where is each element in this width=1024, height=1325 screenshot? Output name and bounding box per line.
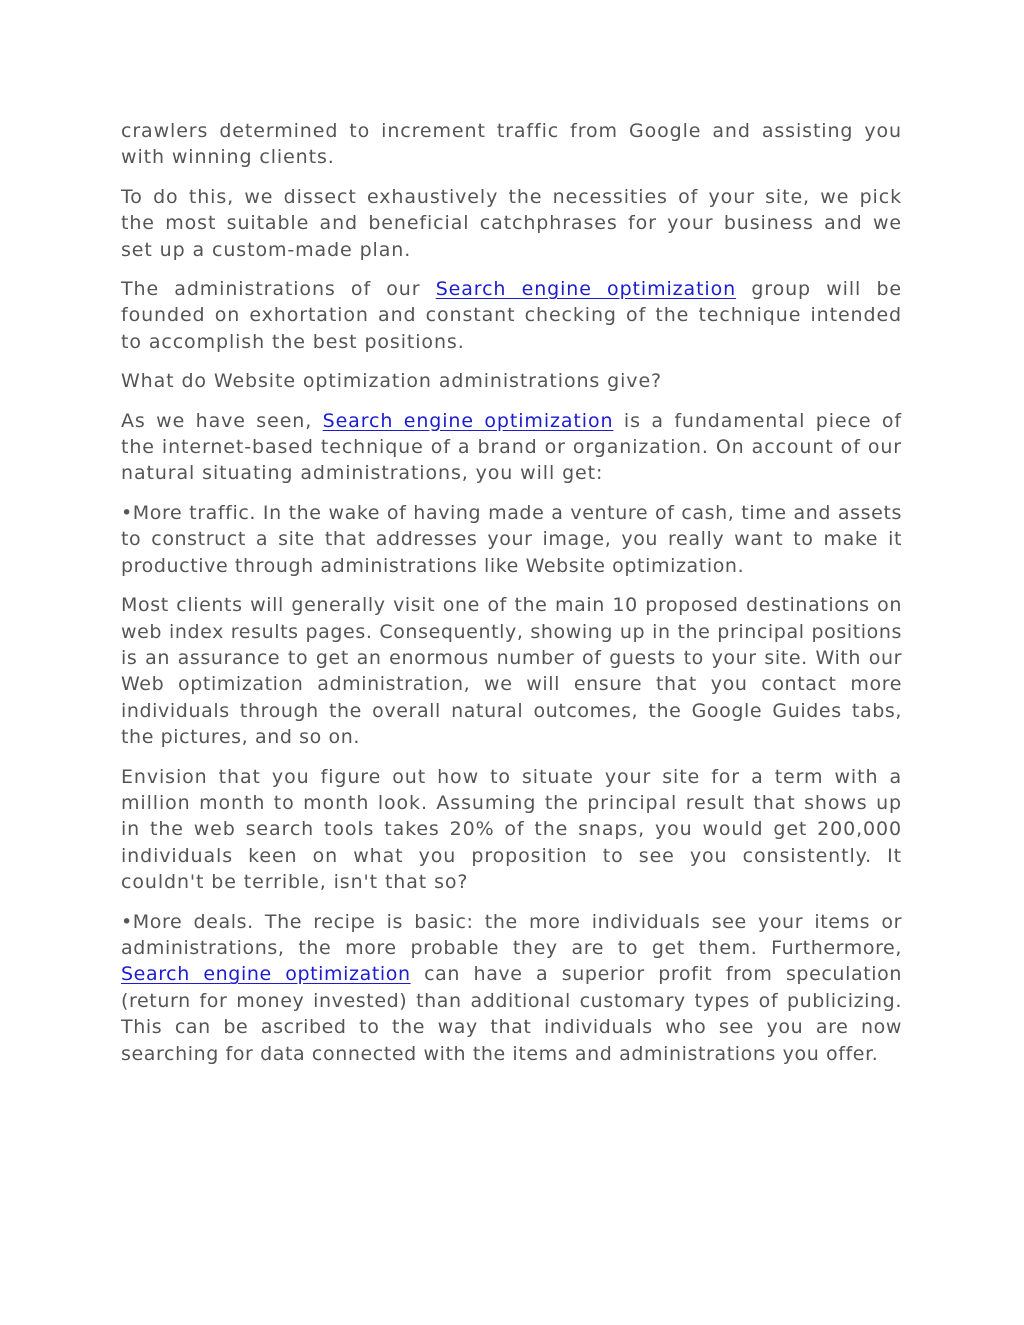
seo-link[interactable]: Search engine optimization bbox=[435, 278, 737, 301]
seo-link[interactable]: Search engine optimization bbox=[121, 963, 411, 986]
paragraph-envision: Envision that you figure out how to situate your site for a term with a million month to month look. Assuming the principal result that shows up in the web search tools takes 20% of the snaps, you would get 200,000 individuals keen on what you proposition to see you consistently. It couldn't be terrible, isn't that so? bbox=[121, 765, 902, 894]
paragraph-text: can have a superior profit from speculation (return for money invested) than additional customary types of publicizing. This can be ascribed to the way that individuals who see you are now searching for data connected with the items and administrations you offer. bbox=[121, 963, 902, 1065]
paragraph-text: is a fundamental piece of the internet-based technique of a brand or organization. On account of our natural situating administrations, you will get: bbox=[121, 409, 902, 485]
paragraph-intro-continuation: crawlers determined to increment traffic from Google and assisting you with winning clients. bbox=[121, 120, 902, 169]
document-page bbox=[121, 118, 902, 1080]
paragraph-text: The administrations of our bbox=[121, 278, 436, 301]
paragraph-fundamental bbox=[121, 408, 902, 487]
section-question: What do Website optimization administrations give? bbox=[121, 370, 663, 393]
paragraph-administrations bbox=[121, 276, 902, 355]
paragraph-text: As we have seen, bbox=[121, 409, 323, 432]
paragraph-clients: Most clients will generally visit one of the main 10 proposed destinations on web index results pages. Consequently, showing up in the principal positions is an assurance to get an enormous number of guests to your site. With our Web optimization administration, we will ensure that you contact more individuals through the overall natural outcomes, the Google Guides tabs, the pictures, and so on. bbox=[121, 594, 902, 749]
paragraph-text: group will be founded on exhortation and constant checking of the technique intended to accomplish the best positions. bbox=[121, 278, 903, 353]
bullet-more-traffic: •More traffic. In the wake of having made a venture of cash, time and assets to construct a site that addresses your image, you really want to make it productive through administrations like Website optimization. bbox=[121, 501, 902, 577]
paragraph-text: •More deals. The recipe is basic: the more individuals see your items or administrations, the more probable they are to get them. Furthermore, bbox=[121, 910, 902, 959]
bullet-more-deals bbox=[121, 909, 902, 1067]
paragraph-analysis: To do this, we dissect exhaustively the necessities of your site, we pick the most suitable and beneficial catchphrases for your business and we set up a custom-made plan. bbox=[121, 185, 902, 261]
seo-link[interactable]: Search engine optimization bbox=[322, 409, 614, 432]
